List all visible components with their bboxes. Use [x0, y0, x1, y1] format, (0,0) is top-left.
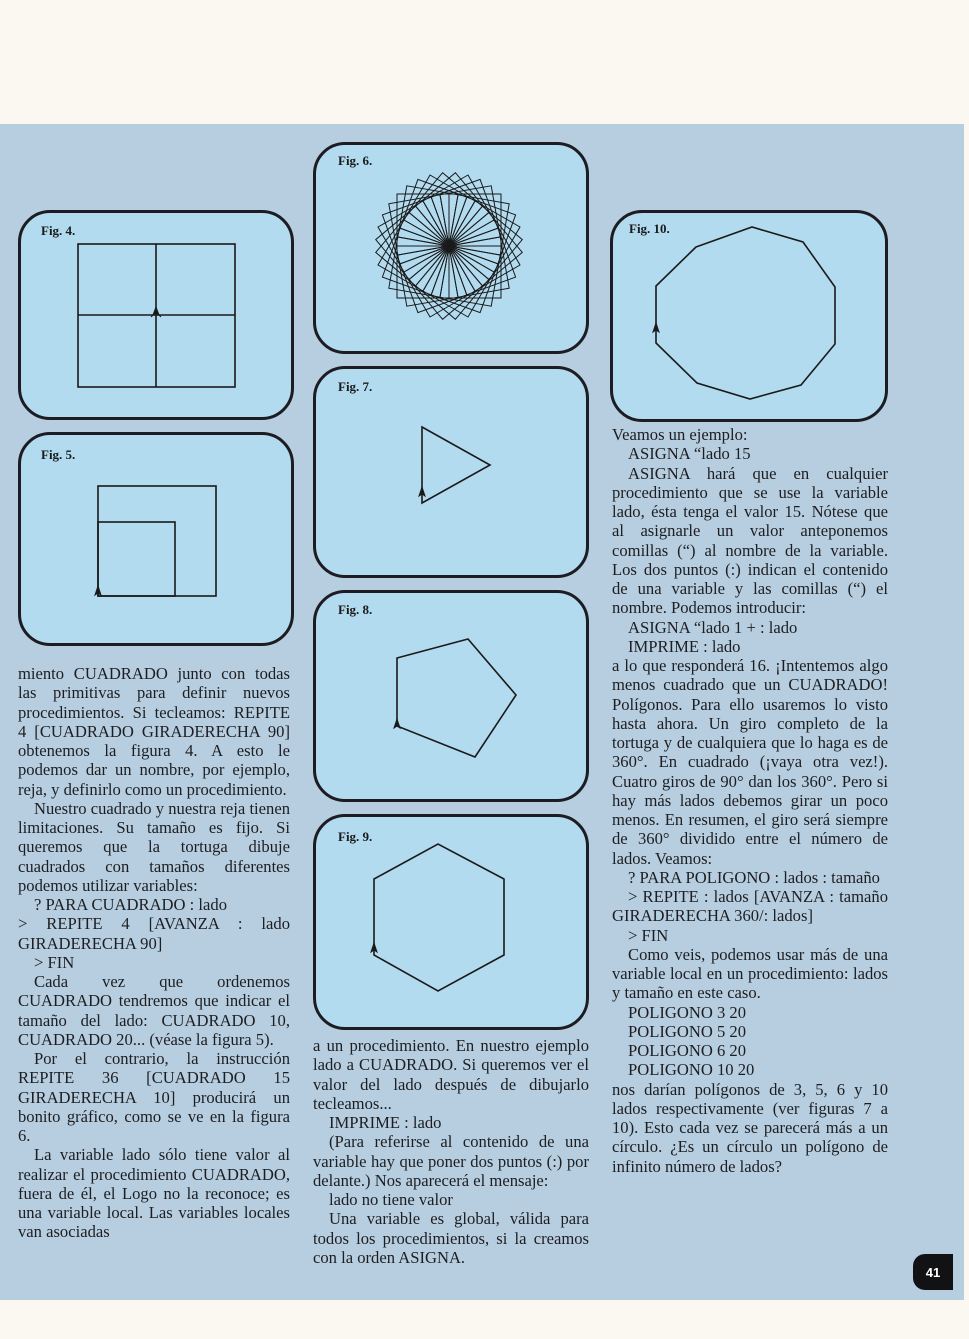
col3-code-line: POLIGONO 10 20 [628, 1060, 755, 1080]
fig10-label: Fig. 10. [629, 221, 670, 236]
fig4-grid-drawing [21, 213, 291, 417]
fig8-screen [313, 590, 589, 802]
col3-paragraph: a lo que responderá 16. ¡Intentemos algo menos cuadrado que un CUADRADO! Polígonos. Para ello usaremos lo visto hasta ahora. Un giro completo de la tortuga y de cualquiera que lo haga es de 360°. En cuadrado (¡vaya otra vez!). Cuatro giros de 90° dan los 360°. Pero si hay más lados debemos girar un poco menos. En resumen, el giro será siempre de 360° dividido entre el número de lados. Veamos: [612, 656, 888, 868]
text-column-2 [313, 1036, 589, 1267]
fig5-squares-drawing [21, 435, 291, 643]
col1-paragraph: La variable lado sólo tiene valor al realizar el procedimiento CUADRADO, fuera de él, el Logo no la reconoce; es una variable local. Las variables locales van asociadas [18, 1145, 290, 1242]
col1-code-line: > FIN [34, 952, 75, 972]
text-column-1 [18, 664, 290, 1242]
col2-paragraph: (Para referirse al contenido de una variable hay que poner dos puntos (:) por delante.) Nos aparecerá el mensaje: [313, 1132, 589, 1190]
col3-paragraph: ASIGNA hará que en cualquier procedimiento que se use la variable lado, ésta tenga el valor 15. Nótese que al asignarle un valor anteponemos comillas (“) al nombre de la variable. Los dos puntos (:) indican el contenido de una variable y las comillas (“) el nombre. Podemos introducir: [612, 463, 888, 618]
fig7-triangle-drawing [316, 369, 586, 575]
col1-code-line: > REPITE 4 [AVANZA : lado GIRADERECHA 90] [18, 914, 290, 953]
col3-paragraph: Veamos un ejemplo: [612, 425, 748, 444]
fig5-label: Fig. 5. [41, 447, 76, 462]
col3-paragraph: nos darían polígonos de 3, 5, 6 y 10 lados respectivamente (ver figuras 7 a 10). Esto cada vez se parecerá más a un círculo. ¿Es un círculo un polígono de infinito número de lados? [612, 1079, 888, 1176]
col2-code-line: lado no tiene valor [329, 1190, 453, 1209]
fig9-label: Fig. 9. [338, 829, 373, 844]
col3-code-line: ? PARA POLIGONO : lados : tamaño [628, 867, 880, 887]
col2-paragraph: Una variable es global, válida para todos los procedimientos, si la creamos con la orden ASIGNA. [313, 1209, 589, 1267]
fig8-pentagon-drawing [316, 593, 586, 799]
fig4-screen [18, 210, 294, 420]
col2-code-line: IMPRIME : lado [329, 1113, 442, 1132]
fig7-label: Fig. 7. [338, 379, 373, 394]
col1-paragraph: Cada vez que ordenemos CUADRADO tendremos que indicar el tamaño del lado: CUADRADO 10, CUADRADO 20... (véase la figura 5). [18, 972, 290, 1049]
fig9-hexagon-drawing [316, 817, 586, 1027]
col3-code-line: IMPRIME : lado [628, 636, 741, 656]
fig6-screen [313, 142, 589, 354]
fig6-label: Fig. 6. [338, 153, 373, 168]
fig5-screen [18, 432, 294, 646]
col3-code-line: > FIN [628, 925, 669, 945]
page-number: 41 [913, 1254, 953, 1290]
col3-code-line: POLIGONO 6 20 [628, 1041, 746, 1060]
col3-paragraph: Como veis, podemos usar más de una variable local en un procedimiento: lados y tamaño en este caso. [612, 944, 888, 1003]
col3-code-line: ASIGNA “lado 1 + : lado [628, 617, 798, 637]
col2-paragraph: a un procedimiento. En nuestro ejemplo lado a CUADRADO. Si queremos ver el valor del lado después de dibujarlo tecleamos... [313, 1036, 589, 1113]
col3-code-line: > REPITE : lados [AVANZA : tamaño GIRADERECHA 360/: lados] [612, 887, 888, 926]
fig10-decagon-drawing [613, 213, 885, 419]
fig4-label: Fig. 4. [41, 223, 76, 238]
fig8-label: Fig. 8. [338, 602, 373, 617]
fig9-screen [313, 814, 589, 1030]
col3-code-line: ASIGNA “lado 15 [628, 444, 751, 464]
fig10-screen [610, 210, 888, 422]
col3-code-line: POLIGONO 3 20 [628, 1002, 746, 1022]
text-column-3 [612, 425, 888, 1176]
col1-paragraph: miento CUADRADO junto con todas las primitivas para definir nuevos procedimientos. Si tecleamos: REPITE 4 [CUADRADO GIRADERECHA 90] obtenemos la figura 4. A esto le podemos dar un nombre, por ejemplo, reja, y definirlo como un procedimiento. [18, 664, 290, 799]
col1-code-line: ? PARA CUADRADO : lado [34, 895, 227, 914]
fig7-screen [313, 366, 589, 578]
col1-paragraph: Por el contrario, la instrucción REPITE 36 [CUADRADO 15 GIRADERECHA 10] producirá un bonito gráfico, como se ve en la figura 6. [18, 1049, 290, 1145]
col3-code-line: POLIGONO 5 20 [628, 1021, 746, 1041]
col1-paragraph: Nuestro cuadrado y nuestra reja tienen limitaciones. Su tamaño es fijo. Si queremos que la tortuga dibuje cuadrados con tamaños diferentes podemos utilizar variables: [18, 798, 290, 895]
fig6-rosette-drawing [316, 145, 586, 351]
